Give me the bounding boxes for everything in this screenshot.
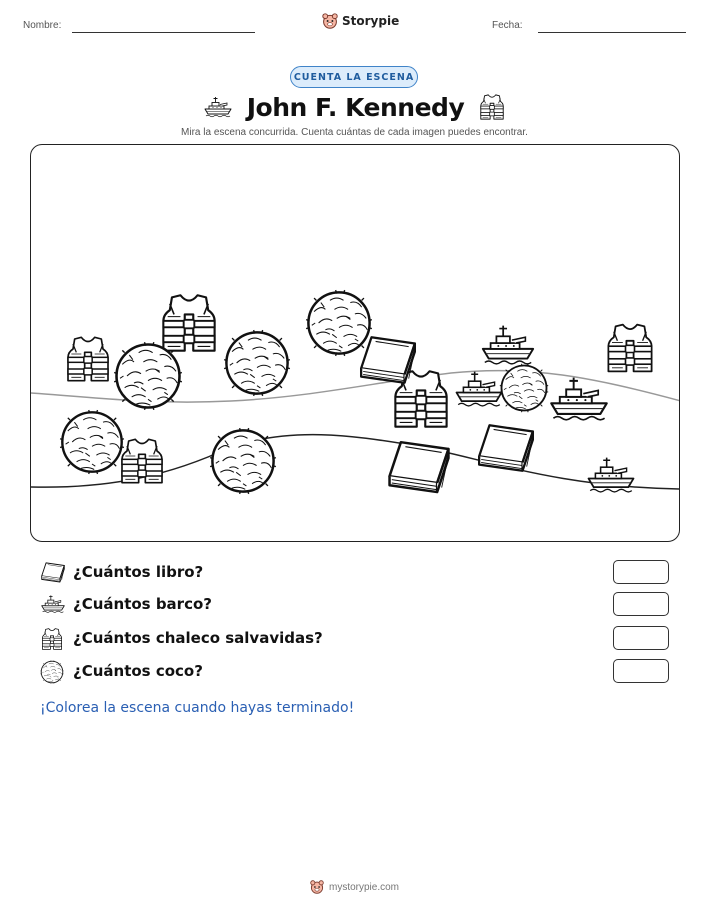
question-text: ¿Cuántos barco? [73, 595, 212, 613]
answer-box-ships[interactable] [613, 592, 669, 616]
life-vest [63, 331, 113, 387]
answer-box-life-vests[interactable] [613, 626, 669, 650]
page-title: John F. Kennedy [246, 92, 465, 122]
coconut [59, 409, 125, 475]
date-label: Fecha: [492, 20, 523, 31]
ship [479, 323, 537, 367]
date-line[interactable] [538, 32, 686, 33]
color-note: ¡Colorea la escena cuando hayas terminado! [40, 700, 355, 716]
life-vest-icon [478, 92, 506, 122]
book [385, 437, 453, 495]
footer [0, 880, 709, 894]
ship-icon [40, 593, 66, 615]
ship [547, 375, 611, 423]
storypie-mascot-icon [322, 13, 338, 29]
question-text: ¿Cuántos chaleco salvavidas? [73, 629, 323, 647]
ship-icon [203, 95, 233, 119]
book [475, 421, 537, 473]
book [357, 333, 419, 385]
brand-logo [322, 13, 399, 29]
coconut [209, 427, 277, 495]
question-life-vests [40, 626, 670, 652]
life-vest-icon [40, 627, 64, 651]
ship [453, 369, 505, 409]
life-vest [603, 317, 657, 379]
coconut-icon [40, 660, 64, 684]
counting-scene [30, 144, 680, 542]
name-label: Nombre: [23, 20, 62, 31]
question-text: ¿Cuántos libro? [73, 563, 204, 581]
coconut [499, 363, 549, 413]
instructions: Mira la escena concurrida. Cuenta cuántas de cada imagen puedes encontrar. [181, 127, 528, 138]
question-ships [40, 592, 670, 618]
activity-badge: CUENTA LA ESCENA [290, 66, 418, 88]
question-text: ¿Cuántos coco? [73, 662, 203, 680]
ship [585, 455, 637, 495]
question-books [40, 560, 670, 586]
answer-box-coconuts[interactable] [613, 659, 669, 683]
book-icon [40, 561, 66, 583]
coconut [223, 329, 291, 397]
brand-name: Storypie [342, 14, 400, 28]
coconut [113, 341, 183, 411]
title-row [0, 92, 709, 122]
name-line[interactable] [72, 32, 255, 33]
answer-box-books[interactable] [613, 560, 669, 584]
storypie-mascot-icon [310, 880, 324, 894]
footer-url[interactable]: mystorypie.com [328, 881, 399, 893]
question-coconuts [40, 659, 670, 685]
